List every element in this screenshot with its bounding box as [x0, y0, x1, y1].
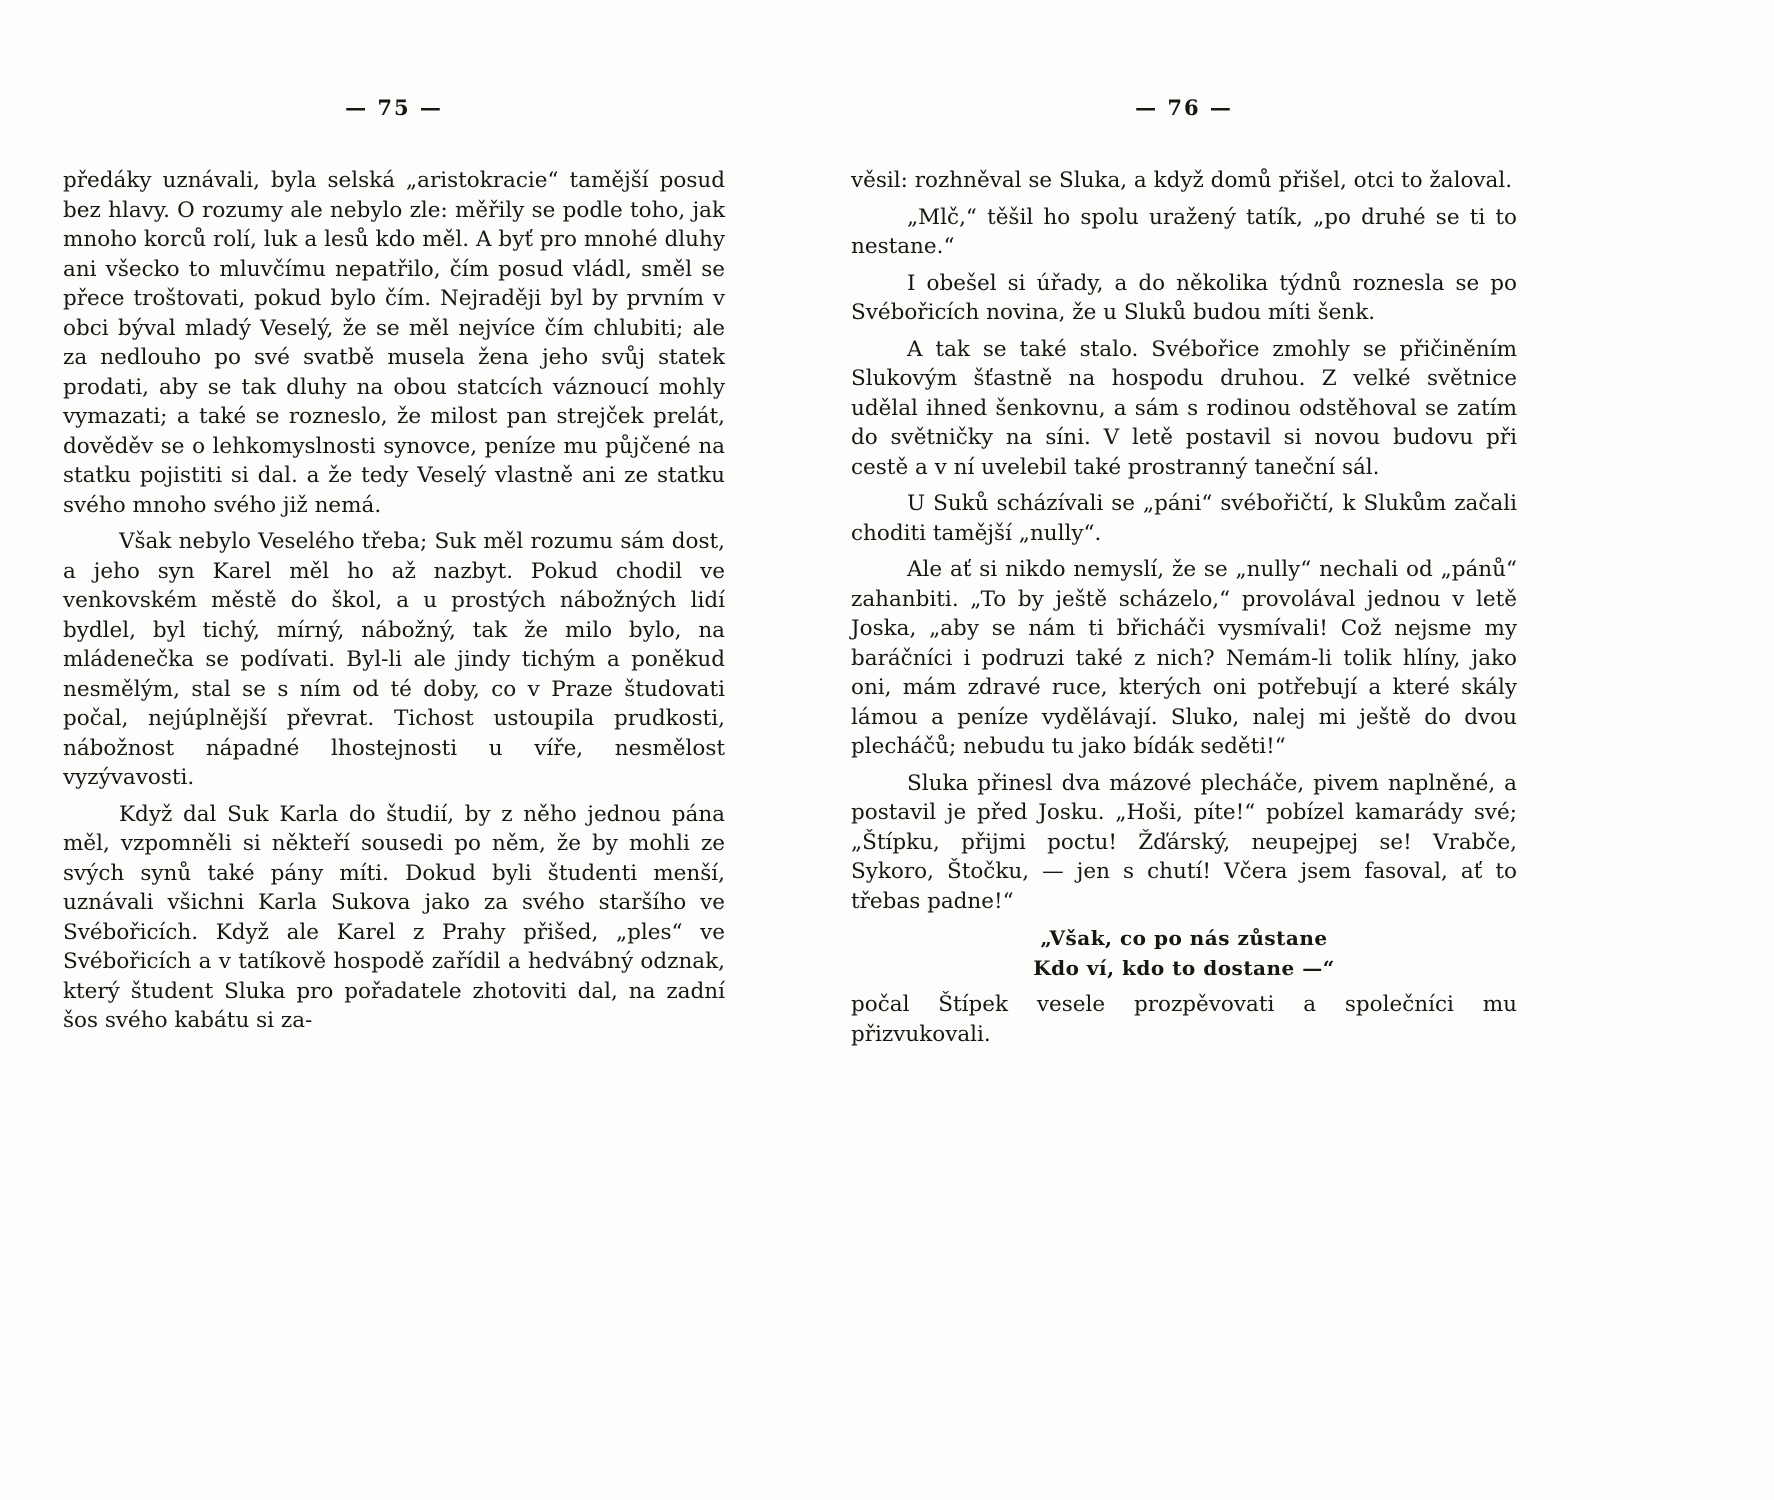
- paragraph: věsil: rozhněval se Sluka, a když domů přišel, otci to žaloval.: [851, 168, 1513, 193]
- paragraph: U Suků scházívali se „páni“ svébořičtí, k Slukům začali choditi tamější „nully“.: [851, 491, 1517, 546]
- page-76-body: [851, 166, 1517, 1049]
- paragraph: I obešel si úřady, a do několika týdnů roznesla se po Svébořicích novina, že u Sluků budou míti šenk.: [851, 270, 1517, 325]
- verse-line: „Však, co po nás zůstane: [1040, 926, 1328, 950]
- paragraph: Sluka přinesl dva mázové plecháče, pivem naplněné, a postavil je před Josku. „Hoši, píte!“ pobízel kamarády své; „Štípku, přijmi poctu! Žďárský, neupejpej se! Vrabče, Sykoro, Štočku, — jen s chutí! Včera jsem fasoval, ať to třebas padne!“: [851, 770, 1517, 914]
- paragraph: Ale ať si nikdo nemyslí, že se „nully“ nechali od „pánů“ zahanbiti. „To by ještě scházelo,“ provolával jednou v letě Joska, „aby se nám ti břicháči vysmívali! Což nejsme my baráčníci i podruzi také z nich? Nemám-li tolik hlíny, jako oni, mám zdravé ruce, kterých oni potřebují a které skály lámou a peníze vydělávají. Sluko, nalej mi ještě do dvou plecháčů; nebudu tu jako bídák seděti!“: [851, 557, 1517, 759]
- paragraph: „Mlč,“ těšil ho spolu uražený tatík, „po druhé se ti to nestane.“: [851, 204, 1517, 259]
- verse-line: Kdo ví, kdo to dostane —“: [1033, 956, 1335, 980]
- verse-block: [851, 923, 1517, 983]
- page-number-left: — 75 —: [345, 95, 443, 120]
- paragraph: počal Štípek vesele prozpěvovati a společníci mu přizvukovali.: [851, 992, 1517, 1047]
- page-75: [63, 95, 725, 1036]
- paragraph: A tak se také stalo. Svébořice zmohly se přičiněním Slukovým šťastně na hospodu druhou. Z velké světnice udělal ihned šenkovnu, a sám s rodinou odstěhoval se zatím do světničky na síni. V letě postavil si novou budovu při cestě a v ní uvelebil také prostranný taneční sál.: [851, 336, 1517, 480]
- paragraph: Však nebylo Veselého třeba; Suk měl rozumu sám dost, a jeho syn Karel měl ho až nazbyt. Pokud chodil ve venkovském městě do škol, a u prostých nábožných lidí bydlel, byl tichý, mírný, nábožný, tak že milo bylo, na mládenečka se podívati. Byl-li ale jindy tichým a poněkud nesmělým, stal se s ním od té doby, co v Praze študovati počal, nejúplnější převrat. Tichost ustoupila prudkosti, nábožnost nápadné lhostejnosti u víře, nesmělost vyzývavosti.: [63, 529, 725, 790]
- page-76: [851, 95, 1517, 1049]
- paragraph: předáky uznávali, byla selská „aristokracie“ tamější posud bez hlavy. O rozumy ale nebylo zle: měřily se podle toho, jak mnoho korců rolí, luk a lesů kdo měl. A byť pro mnohé dluhy ani všecko to mluvčímu nepatřilo, čím posud vládl, směl se přece troštovati, pokud bylo čím. Nejraději byl by prvním v obci býval mladý Veselý, že se měl nejvíce čím chlubiti; ale za nedlouho po své svatbě musela žena jeho svůj statek prodati, aby se tak dluhy na obou statcích váznoucí mohly vymazati; a také se rozneslo, že milost pan strejček prelát, dověděv se o lehkomyslnosti synovce, peníze mu půjčené na statku pojistiti si dal. a že tedy Veselý vlastně ani ze statku svého mnoho svého již nemá.: [63, 168, 725, 518]
- page-75-body: [63, 166, 725, 1036]
- page-number-right: — 76 —: [1135, 95, 1233, 120]
- paragraph: Když dal Suk Karla do študií, by z něho jednou pána měl, vzpomněli si někteří sousedi po něm, že by mohli ze svých synů také pány míti. Dokud byli študenti menší, uznávali všichni Karla Sukova jako za svého staršího ve Svébořicích. Když ale Karel z Prahy přišed, „ples“ ve Svébořicích a v tatíkově hospodě zařídil a hedvábný odznak, který študent Sluka pro pořadatele zhotoviti dal, na zadní šos svého kabátu si za-: [63, 801, 725, 1033]
